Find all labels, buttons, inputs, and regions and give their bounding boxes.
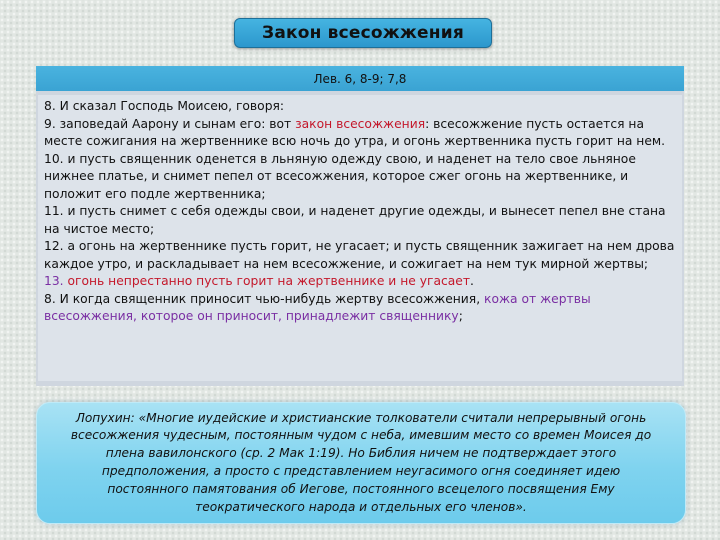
verse-13: 13. огонь непрестанно пусть горит на жертвеннике и не угасает.: [44, 274, 474, 288]
verse-9: 9. заповедай Аарону и сынам его: вот закон всесожжения: всесожжение пусть остается на месте сожигания на жертвеннике всю ночь до утра, и огонь жертвенника пусть горит на нем.: [44, 116, 666, 148]
verse-12: 12. а огонь на жертвеннике пусть горит, не угасает; и пусть священник зажигает на нем дрова каждое утро, и раскладывает на нем всесожжение, и сожигает на нем тук мирной жертвы;: [44, 239, 675, 271]
scripture-reference-header: [36, 66, 684, 91]
verse-11: 11. и пусть снимет с себя одежды свои, и наденет другие одежды, и вынесет пепел вне стана на чистое место;: [44, 204, 666, 236]
scripture-reference: Лев. 6, 8-9; 7,8: [313, 71, 407, 86]
commentary-box: [36, 402, 686, 524]
verses-block: [38, 95, 682, 381]
verse-7-8: 8. И когда священник приносит чью-нибудь жертву всесожжения, кожа от жертвы всесожжения, которое он приносит, принадлежит священнику;: [44, 291, 591, 323]
commentary-author: Лопухин:: [75, 410, 135, 425]
commentary-text: [65, 410, 657, 517]
verse-8: 8. И сказал Господь Моисею, говоря:: [44, 99, 285, 113]
verse-7-8-highlight: кожа от жертвы всесожжения, которое он приносит, принадлежит священнику: [44, 291, 591, 323]
commentary-quote: «Многие иудейские и христианские толкователи считали непрерывный огонь всесожжения чудесным, постоянным чудом с неба, имевшим место со времен Моисея до плена вавилонского (ср. 2 Мак 1:19). Но Библия ничем не подтверждает этого предположения, а просто с представлением неугасимого огня соединяет идею постоянного памятования об Иегове, постоянного всецелого посвящения Ему теократического народа и отдельных его членов».: [70, 410, 652, 514]
slide-title: [234, 18, 492, 48]
verse-9-highlight: закон всесожжения: [295, 116, 426, 131]
scripture-box: [36, 66, 684, 386]
slide-title-text: Закон всесожжения: [262, 23, 464, 43]
verse-13-highlight: огонь непрестанно пусть горит на жертвеннике и не угасает: [67, 274, 471, 288]
verse-10: 10. и пусть священник оденется в льняную одежду свою, и наденет на тело свое льняное нижнее платье, и снимет пепел от всесожжения, которое сжег огонь на жертвеннике, и положит его подле жертвенника;: [44, 151, 636, 201]
